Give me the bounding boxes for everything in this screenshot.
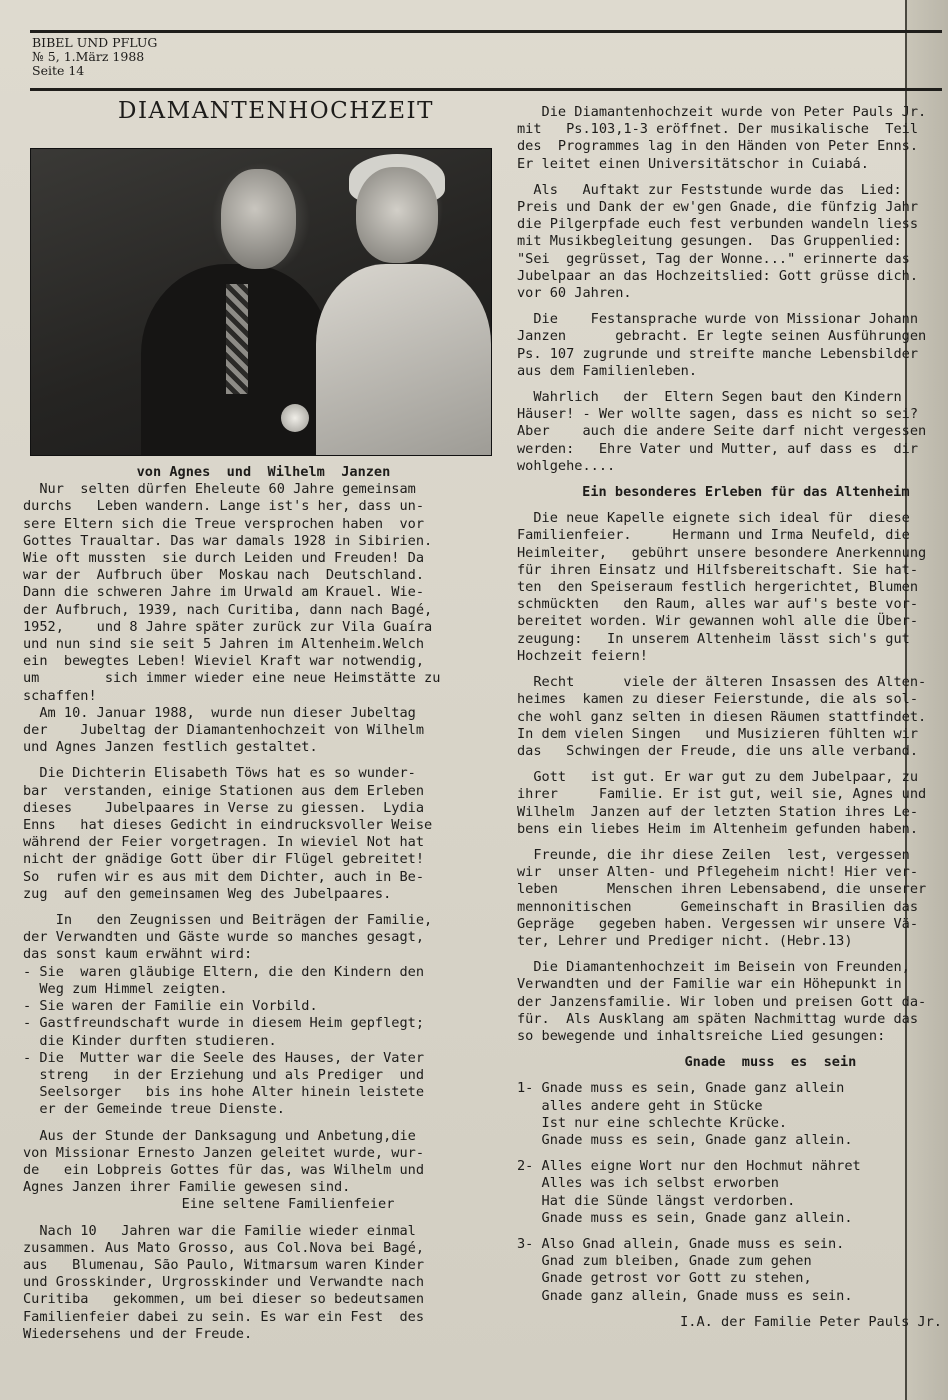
left-text-line: und Grosskinder, Urgrosskinder und Verwandte nach — [23, 1274, 425, 1291]
right-text-line: bereitet worden. Wir gewannen wohl alle die Über- — [517, 613, 919, 630]
left-text-line: der Jubeltag der Diamantenhochzeit von Wilhelm — [23, 722, 425, 739]
left-text-line: - Sie waren der Familie ein Vorbild. — [23, 998, 318, 1015]
left-text-line: um sich immer wieder eine neue Heimstätte zu — [23, 670, 441, 687]
right-text-line: 1- Gnade muss es sein, Gnade ganz allein — [517, 1080, 845, 1097]
left-text-line: sere Eltern sich die Treue versprochen haben vor — [23, 515, 425, 532]
photo-man-head — [221, 169, 296, 269]
right-text-line: zeugung: In unserem Altenheim lässt sich's gut — [517, 630, 910, 647]
right-text-line: aus dem Familienleben. — [517, 362, 698, 379]
left-text-line: Agnes Janzen ihrer Familie gewesen sind. — [23, 1179, 351, 1196]
paragraph-gap — [517, 950, 942, 959]
right-text-line: Janzen gebracht. Er legte seinen Ausführungen — [517, 328, 927, 345]
left-text-line: bar verstanden, einige Stationen aus dem Erleben — [23, 782, 425, 799]
paragraph-gap — [517, 760, 942, 769]
left-text-line: war der Aufbruch über Moskau nach Deutschland. — [23, 567, 425, 584]
right-text-line: Verwandten und der Familie war ein Höhepunkt in — [517, 976, 902, 993]
right-text-line: Preis und Dank der ew'gen Gnade, die fünfzig Jahr — [517, 199, 919, 216]
paragraph-gap — [517, 1045, 942, 1054]
left-text-line: aus Blumenau, São Paulo, Witmarsum waren Kinder — [23, 1256, 425, 1273]
left-text-line: von Agnes und Wilhelm Janzen — [95, 464, 391, 480]
right-text-line: Gnade muss es sein, Gnade ganz allein. — [517, 1209, 853, 1226]
left-text-line: zusammen. Aus Mato Grosso, aus Col.Nova bei Bagé, — [23, 1239, 425, 1256]
photo-corsage — [281, 404, 309, 432]
right-text-line: Ps. 107 zugrunde und streifte manche Lebensbilder — [517, 345, 919, 362]
right-text-line: Wahrlich der Eltern Segen baut den Kindern — [517, 389, 902, 406]
right-text-line: Aber auch die andere Seite darf nicht vergessen — [517, 423, 927, 440]
left-text-line: streng in der Erziehung und als Prediger und — [23, 1066, 425, 1083]
masthead — [32, 36, 157, 78]
right-text-line: Hat die Sünde längst verdorben. — [517, 1192, 796, 1209]
right-text-line: Wilhelm Janzen auf der letzten Station ihres Le- — [517, 803, 919, 820]
paragraph-gap — [517, 475, 942, 484]
paragraph-gap — [517, 1227, 942, 1236]
right-text-line: Die Festansprache wurde von Missionar Johann — [517, 311, 919, 328]
right-text-line: Gott ist gut. Er war gut zu dem Jubelpaar, zu — [517, 769, 919, 786]
right-text-line: Gnade ganz allein, Gnade muss es sein. — [517, 1287, 853, 1304]
left-text-line: - Gastfreundschaft wurde in diesem Heim gepflegt; — [23, 1015, 425, 1032]
paragraph-gap — [517, 501, 942, 510]
right-text-line: Ist nur eine schlechte Krücke. — [517, 1114, 788, 1131]
paragraph-gap — [517, 838, 942, 847]
right-text-line: werden: Ehre Vater und Mutter, auf dass es dir — [517, 440, 919, 457]
paragraph-gap — [517, 302, 942, 311]
left-text-line: Enns hat dieses Gedicht in eindrucksvoller Weise — [23, 817, 433, 834]
right-text-line: das Schwingen der Freude, die uns alle verband. — [517, 742, 919, 759]
right-text-line: mennonitischen Gemeinschaft in Brasilien das — [517, 898, 919, 915]
right-text-line: "Sei gegrüsset, Tag der Wonne..." erinnerte das — [517, 250, 910, 267]
left-text-line: Seelsorger bis ins hohe Alter hinein leistete — [23, 1084, 425, 1101]
header-rule-bottom — [30, 88, 942, 91]
right-text-line: bens ein liebes Heim im Altenheim gefunden haben. — [517, 820, 919, 837]
right-text-line: Er leitet einen Universitätschor in Cuiabá. — [517, 155, 869, 172]
right-text-line: Die Diamantenhochzeit wurde von Peter Pauls Jr. — [517, 104, 927, 120]
right-text-line: für ihren Einsatz und Hilfsbereitschaft. Sie hat- — [517, 561, 919, 578]
left-text-line: Familienfeier dabei zu sein. Es war ein Fest des — [23, 1308, 425, 1325]
left-text-line: er der Gemeinde treue Dienste. — [23, 1101, 285, 1118]
issue-date: № 5, 1.März 1988 — [32, 49, 145, 64]
right-text-line: Gepräge gegeben haben. Vergessen wir unsere Vä- — [517, 915, 919, 932]
right-column — [517, 104, 942, 1331]
left-text-line: durchs Leben wandern. Lange ist's her, dass un- — [23, 498, 425, 515]
paragraph-gap — [517, 1149, 942, 1158]
left-text-line: von Missionar Ernesto Janzen geleitet wurde, wur- — [23, 1144, 425, 1161]
right-text-line: Familienfeier. Hermann und Irma Neufeld, die — [517, 527, 910, 544]
left-text-line: - Die Mutter war die Seele des Hauses, der Vater — [23, 1049, 425, 1066]
right-text-line: I.A. der Familie Peter Pauls Jr. — [680, 1313, 942, 1330]
right-text-line: che wohl ganz selten in diesen Räumen stattfindet. — [517, 708, 927, 725]
left-text-line: der Aufbruch, 1939, nach Curitiba, dann nach Bagé, — [23, 601, 433, 618]
right-text-line: Die neue Kapelle eignete sich ideal für diese — [517, 510, 910, 527]
left-text-line: Nur selten dürfen Eheleute 60 Jahre gemeinsam — [23, 481, 416, 498]
left-text-line: - Sie waren gläubige Eltern, die den Kindern den — [23, 963, 425, 980]
right-text-line: vor 60 Jahren. — [517, 285, 632, 302]
paragraph-gap — [517, 665, 942, 674]
paragraph-gap — [517, 173, 942, 182]
right-text-line: Jubelpaar an das Hochzeitslied: Gott grüsse dich. — [517, 267, 919, 284]
paragraph-gap — [23, 756, 463, 765]
right-text-line: In dem vielen Singen und Musizieren fühlten wir — [517, 725, 919, 742]
left-text-line: zug auf den gemeinsamen Weg des Jubelpaares. — [23, 885, 392, 902]
right-text-line: so bewegende und inhaltsreiche Lied gesungen: — [517, 1027, 886, 1044]
left-text-line: 1952, und 8 Jahre später zurück zur Vila Guaíra — [23, 618, 433, 635]
left-text-line: Wiedersehens und der Freude. — [23, 1325, 253, 1342]
right-text-line: wir unser Alten- und Pflegeheim nicht! Hier ver- — [517, 864, 919, 881]
right-text-line: ter, Lehrer und Prediger nicht. (Hebr.13) — [517, 932, 853, 949]
left-text-line: Wie oft mussten sie durch Leiden und Freuden! Da — [23, 550, 425, 567]
left-text-line: und Agnes Janzen festlich gestaltet. — [23, 739, 318, 756]
right-text-line: 3- Also Gnad allein, Gnade muss es sein. — [517, 1235, 845, 1252]
right-text-line: leben Menschen ihren Lebensabend, die unserer — [517, 881, 927, 898]
left-text-line: die Kinder durften studieren. — [23, 1032, 277, 1049]
right-text-line: mit Ps.103,1-3 eröffnet. Der musikalische Teil — [517, 121, 919, 138]
left-text-line: Gottes Traualtar. Das war damals 1928 in Sibirien. — [23, 532, 433, 549]
left-text-line: de ein Lobpreis Gottes für das, was Wilhelm und — [23, 1161, 425, 1178]
publication-name: BIBEL UND PFLUG — [32, 35, 158, 50]
right-text-line: wohlgehe.... — [517, 457, 616, 474]
left-text-line: und nun sind sie seit 5 Jahren im Altenheim.Welch — [23, 636, 425, 653]
article-title: DIAMANTENHOCHZEIT — [118, 98, 434, 124]
left-text-line: Curitiba gekommen, um bei dieser so bedeutsamen — [23, 1291, 425, 1308]
left-text-line: dieses Jubelpaares in Verse zu giessen. Lydia — [23, 799, 425, 816]
left-text-line: Weg zum Himmel zeigten. — [23, 980, 228, 997]
left-text-line: während der Feier vorgetragen. In wieviel Not hat — [23, 834, 425, 851]
left-text-line: Am 10. Januar 1988, wurde nun dieser Jubeltag — [23, 704, 416, 721]
right-text-line: Gnade muss es sein, Gnade ganz allein. — [517, 1131, 853, 1148]
right-text-line: Alles was ich selbst erworben — [517, 1175, 779, 1192]
left-text-line: In den Zeugnissen und Beiträgen der Familie, — [23, 912, 433, 929]
right-text-line: 2- Alles eigne Wort nur den Hochmut nähret — [517, 1158, 861, 1175]
left-text-line: der Verwandten und Gäste wurde so manches gesagt, — [23, 929, 425, 946]
paragraph-gap — [23, 1119, 463, 1128]
left-text-line: Aus der Stunde der Danksagung und Anbetung,die — [23, 1127, 416, 1144]
right-text-line: Recht viele der älteren Insassen des Alten- — [517, 674, 927, 691]
right-text-line: Freunde, die ihr diese Zeilen lest, vergessen — [517, 846, 910, 863]
paragraph-gap — [517, 1071, 942, 1080]
right-text-line: Ein besonderes Erleben für das Altenheim — [549, 484, 910, 501]
right-text-line: heimes kamen zu dieser Feierstunde, die als sol- — [517, 691, 919, 708]
right-text-line: der Janzensfamilie. Wir loben und preisen Gott da- — [517, 993, 927, 1010]
photo-tie — [226, 284, 248, 394]
couple-photo — [30, 148, 492, 456]
paragraph-gap — [23, 1214, 463, 1223]
photo-woman-dress — [316, 264, 491, 456]
left-column — [23, 464, 463, 1343]
left-text-line: Eine seltene Familienfeier — [91, 1196, 395, 1213]
right-text-line: schmückten den Raum, alles war auf's beste vor- — [517, 596, 919, 613]
right-text-line: mit Musikbegleitung gesungen. Das Gruppenlied: — [517, 233, 902, 250]
right-text-line: für. Als Ausklang am späten Nachmittag wurde das — [517, 1010, 919, 1027]
right-text-line: Häuser! - Wer wollte sagen, dass es nicht so sei? — [517, 406, 919, 423]
left-text-line: So rufen wir es aus mit dem Dichter, auch in Be- — [23, 868, 425, 885]
paragraph-gap — [517, 380, 942, 389]
page-number: Seite 14 — [32, 63, 85, 78]
paragraph-gap — [23, 903, 463, 912]
right-text-line: Gnade muss es sein — [602, 1054, 857, 1071]
right-text-line: Gnade getrost vor Gott zu stehen, — [517, 1270, 812, 1287]
left-text-line: ein bewegtes Leben! Wieviel Kraft war notwendig, — [23, 653, 425, 670]
right-text-line: Gnad zum bleiben, Gnade zum gehen — [517, 1253, 812, 1270]
paragraph-gap — [517, 1305, 942, 1314]
left-text-line: Nach 10 Jahren war die Familie wieder einmal — [23, 1222, 416, 1239]
right-text-line: ihrer Familie. Er ist gut, weil sie, Agnes und — [517, 786, 927, 803]
right-text-line: Hochzeit feiern! — [517, 647, 648, 664]
right-text-line: Heimleiter, gebührt unsere besondere Anerkennung — [517, 544, 927, 561]
left-text-line: Dann die schweren Jahre im Urwald am Krauel. Wie- — [23, 584, 425, 601]
left-text-line: das sonst kaum erwähnt wird: — [23, 946, 253, 963]
right-text-line: ten den Speiseraum festlich hergerichtet, Blumen — [517, 579, 919, 596]
left-text-line: Die Dichterin Elisabeth Töws hat es so wunder- — [23, 765, 416, 782]
header-rule-top — [30, 30, 942, 33]
left-text-line: nicht der gnädige Gott über dir Flügel gebreitet! — [23, 851, 425, 868]
photo-woman-head — [356, 167, 438, 263]
left-text-line: schaffen! — [23, 687, 97, 704]
right-text-line: die Pilgerpfade euch fest verbunden wandeln liess — [517, 216, 919, 233]
right-text-line: alles andere geht in Stücke — [517, 1097, 763, 1114]
right-text-line: Als Auftakt zur Feststunde wurde das Lied: — [517, 181, 902, 198]
right-text-line: Die Diamantenhochzeit im Beisein von Freunden, — [517, 959, 910, 976]
right-text-line: des Programmes lag in den Händen von Peter Enns. — [517, 138, 919, 155]
